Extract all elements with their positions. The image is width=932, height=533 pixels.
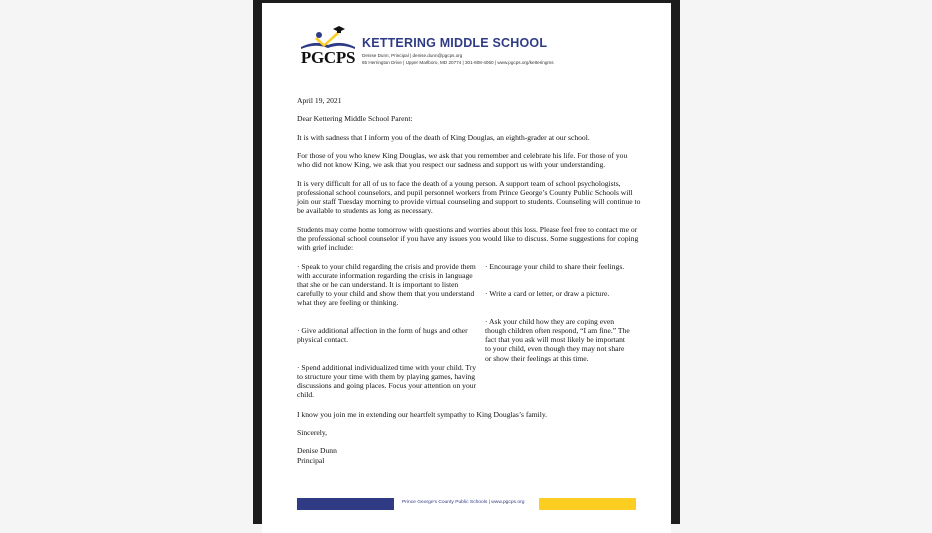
suggestions-left-column [297,262,477,410]
footer-yellow-bar [539,498,636,510]
logo-text: PGCPS [300,48,356,67]
suggestion-item: · Ask your child how they are coping even though children often respond, “I am fine.” The fact that you ask will most likely be important to your child, even though they may not share or show their feelings at this time. [485,316,630,363]
school-name: KETTERING MIDDLE SCHOOL [362,36,548,50]
closing-paragraph: I know you join me in extending our heartfelt sympathy to King Douglas’s family. [297,409,548,419]
signer-name: Denise Dunn [297,446,337,456]
suggestion-item: · Encourage your child to share their feelings. [485,261,625,271]
paragraph: Students may come home tomorrow with questions and worries about this loss. Please feel free to contact me or the professional school counselor if you have any issues you would like to discuss. Some suggestions for coping with grief include: [297,224,639,253]
paragraph: For those of you who knew King Douglas, we ask that you remember and celebrate his life. For those of you who did not know King, we ask that you respect our sadness and support us with your understanding. [297,151,628,170]
suggestion-item: · Write a card or letter, or draw a picture. [485,289,610,299]
footer-blue-bar [297,498,394,510]
footer-text: Prince George’s County Public Schools | www.pgcps.org [402,500,525,505]
signer-title: Principal [297,455,325,465]
paragraph: It is with sadness that I inform you of the death of King Douglas, an eighth-grader at our school. [297,132,590,142]
letter-date: April 19, 2021 [297,96,342,105]
letter-page [262,3,671,533]
salutation: Dear Kettering Middle School Parent: [297,114,413,124]
principal-contact: Denise Dunn, Principal | denise.dunn@pgcps.org [362,53,463,58]
suggestion-item: · Speak to your child regarding the crisis and provide them with accurate information regarding the crisis in language that she or he can understand. It is important to listen carefully to your child and show them that you understand what they are feeling or thinking. [297,261,476,308]
pgcps-logo [297,25,359,69]
sign-off: Sincerely, [297,427,328,437]
school-address: 65 Herrington Drive | Upper Marlboro, MD 20774 | 301-808-4060 | www.pgcps.org/ketteringms [362,60,554,65]
letter-body [297,96,642,465]
suggestion-item: · Give additional affection in the form of hugs and other physical contact. [297,325,468,345]
paragraph: It is very difficult for all of us to face the death of a young person. A support team of school psychologists, professional school counselors, and pupil personnel workers from Prince George’s County Public Schools will join our staff Tuesday morning to provide virtual counseling and support to students. Counseling will continue to be available to students as long as necessary. [297,178,641,216]
suggestion-item: · Spend additional individualized time with your child. Try to structure your time with them by playing games, having discussions and going places. Focus your attention on your child. [297,362,477,400]
suggestions-right-column [485,262,630,410]
suggestions-list [297,262,642,410]
